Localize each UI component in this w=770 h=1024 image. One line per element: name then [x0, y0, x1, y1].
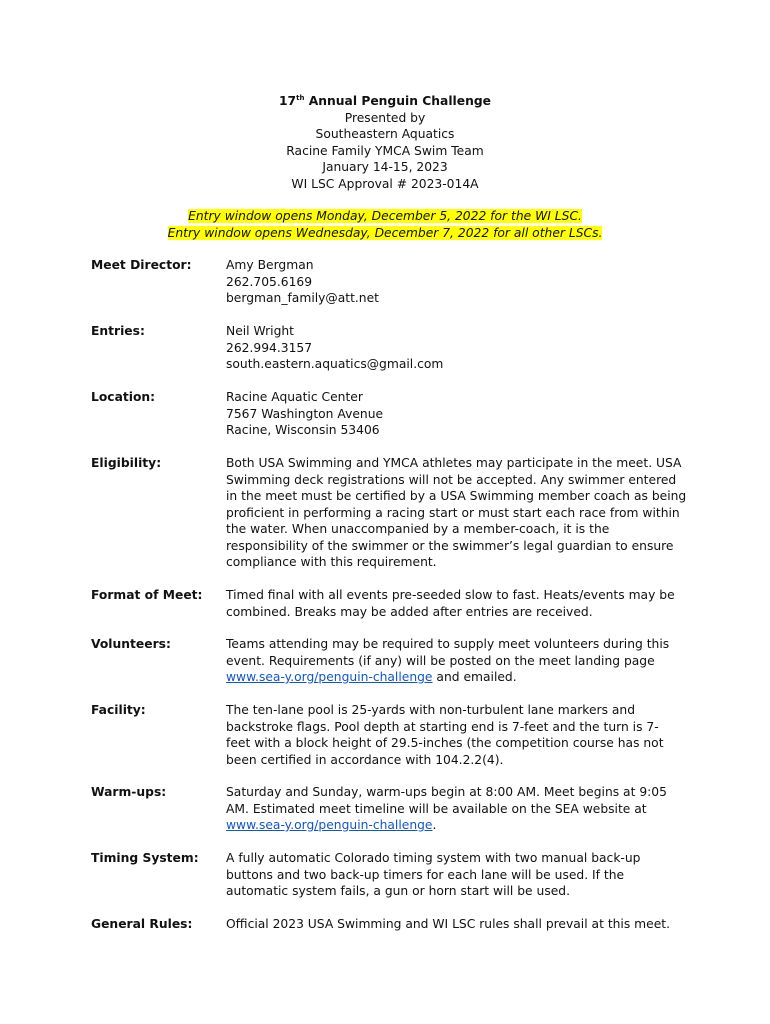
text-line: backstroke flags. Pool depth at starting end is 7-feet and the turn is 7-: [226, 719, 659, 734]
section-content: [226, 587, 681, 620]
section-label: General Rules:: [91, 917, 193, 931]
section-label: Volunteers:: [91, 637, 171, 651]
text-line: responsibility of the swimmer or the swimmer’s legal guardian to ensure: [226, 538, 674, 553]
director-email: bergman_family@att.net: [226, 291, 379, 305]
section-content: [226, 784, 681, 834]
text-line: A fully automatic Colorado timing system with two manual back-up: [226, 851, 641, 865]
text-line: automatic system fails, a gun or horn start will be used.: [226, 884, 571, 898]
meet-title: 17th Annual Penguin Challenge: [279, 94, 491, 108]
text-line: Timed final with all events pre-seeded slow to fast. Heats/events may be: [226, 588, 675, 602]
section-content: [226, 636, 681, 686]
text-line: Teams attending may be required to supply meet volunteers during this: [226, 637, 670, 651]
after-link-text: .: [432, 818, 437, 832]
section-content: [226, 850, 681, 900]
director-name: Amy Bergman: [226, 258, 314, 272]
section-content: [226, 916, 681, 933]
section-label: Warm-ups:: [91, 785, 167, 799]
section-label: Meet Director:: [91, 258, 192, 272]
header-dates: January 14-15, 2023: [322, 160, 448, 174]
text-line: Saturday and Sunday, warm-ups begin at 8:00 AM. Meet begins at 9:05: [226, 785, 667, 799]
section-content: [226, 323, 681, 373]
section-label: Entries:: [91, 324, 145, 338]
text-line: The ten-lane pool is 25-yards with non-turbulent lane markers and: [226, 703, 636, 717]
entries-phone: 262.994.3157: [226, 340, 313, 355]
header-approval: WI LSC Approval # 2023-014A: [291, 176, 479, 191]
volunteers-landing-link[interactable]: www.sea-y.org/penguin-challenge: [226, 670, 433, 684]
location-street: 7567 Washington Avenue: [226, 406, 384, 421]
entry-window-notice: [0, 208, 770, 241]
text-line: [226, 817, 681, 834]
text-line: combined. Breaks may be added after entries are received.: [226, 604, 593, 619]
text-line: Official 2023 USA Swimming and WI LSC rules shall prevail at this meet.: [226, 917, 671, 931]
text-line: Both USA Swimming and YMCA athletes may participate in the meet. USA: [226, 456, 682, 470]
after-link-text: and emailed.: [432, 670, 517, 684]
text-line: feet with a block height of 29.5-inches (the competition course has not: [226, 736, 664, 750]
entry-window-other: Entry window opens Wednesday, December 7, 2022 for all other LSCs.: [167, 225, 603, 240]
header-team-1: Southeastern Aquatics: [315, 127, 455, 141]
entry-window-wi: Entry window opens Monday, December 5, 2022 for the WI LSC.: [188, 209, 582, 223]
title-ordinal: th: [296, 94, 305, 102]
director-phone: 262.705.6169: [226, 274, 313, 289]
meet-header: [0, 93, 770, 192]
section-content: [226, 702, 681, 768]
location-venue: Racine Aquatic Center: [226, 390, 363, 404]
section-label: Facility:: [91, 703, 146, 717]
section-label: Timing System:: [91, 851, 199, 865]
header-team-2: Racine Family YMCA Swim Team: [286, 143, 484, 158]
header-presented-by: Presented by: [344, 110, 426, 125]
text-line: been certified in accordance with 104.2.2(4).: [226, 752, 504, 767]
section-content: [226, 257, 681, 307]
section-label: Eligibility:: [91, 456, 162, 470]
text-line: the water. When unaccompanied by a member-coach, it is the: [226, 522, 610, 536]
text-line: proficient in performing a racing start or must start each race from within: [226, 505, 680, 520]
text-line: Swimming deck registrations will not be accepted. Any swimmer entered: [226, 472, 677, 487]
section-content: [226, 455, 687, 571]
warmups-website-link[interactable]: www.sea-y.org/penguin-challenge: [226, 818, 433, 832]
entries-name: Neil Wright: [226, 324, 295, 338]
text-line: [226, 669, 681, 686]
section-label: Format of Meet:: [91, 588, 203, 602]
text-line: in the meet must be certified by a USA Swimming member coach as being: [226, 489, 687, 503]
entries-email: south.eastern.aquatics@gmail.com: [226, 357, 444, 371]
text-line: event. Requirements (if any) will be posted on the meet landing page: [226, 653, 655, 668]
section-content: [226, 389, 681, 439]
text-line: buttons and two back-up timers for each lane will be used. If the: [226, 867, 625, 882]
section-label: Location:: [91, 390, 156, 404]
location-city: Racine, Wisconsin 53406: [226, 423, 380, 437]
text-line: compliance with this requirement.: [226, 555, 437, 569]
text-line: AM. Estimated meet timeline will be available on the SEA website at: [226, 801, 647, 816]
